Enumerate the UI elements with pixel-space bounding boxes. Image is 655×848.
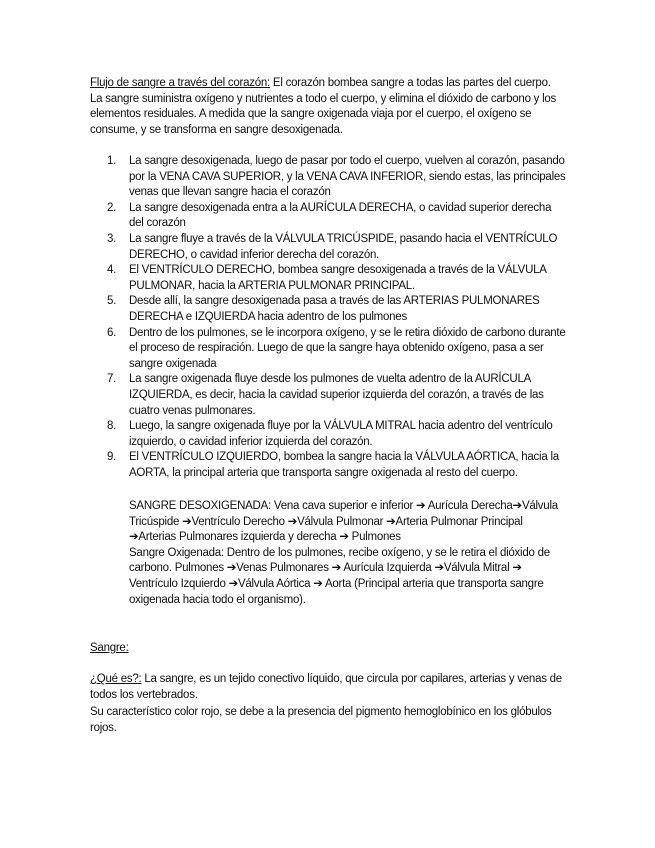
list-item: [90, 419, 566, 450]
list-text: La sangre fluye a través de la VÁLVULA TRICÚSPIDE, pasando hacia el VENTRÍCULO DERECHO, o cavidad inferior derecha del corazón.: [129, 232, 558, 261]
deoxygenated-summary: SANGRE DESOXIGENADA: Vena cava superior e inferior ➔ Aurícula Derecha➔Válvula Tricúspide ➔Ventrículo Derecho ➔Válvula Pulmonar ➔Arteria Pulmonar Principal ➔Arterias Pulmonares izquierda y derecha ➔ Pulmones: [129, 500, 558, 544]
blood-color-text: Su característico color rojo, se debe a la presencia del pigmento hemoglobínico en los glóbulos rojos.: [90, 706, 552, 734]
list-text: La sangre desoxigenada, luego de pasar por todo el cuerpo, vuelven al corazón, pasando por la VENA CAVA SUPERIOR, y la VENA CAVA INFERIOR, siendo estas, las principales venas que llevan sangre hacia el corazón: [129, 155, 566, 199]
list-text: Luego, la sangre oxigenada fluye por la VÁLVULA MITRAL hacia adentro del ventrículo izquierdo, o cavidad inferior izquierda del corazón.: [129, 420, 553, 448]
list-text: Dentro de los pulmones, se le incorpora oxígeno, y se le retira dióxido de carbono durante el proceso de respiración. Luego de que la sangre haya obtenido oxígeno, pasa a ser sangre oxigenada: [129, 326, 566, 370]
list-item: [90, 372, 566, 419]
list-text: El VENTRÍCULO IZQUIERDO, bombea la sangre hacia la VÁLVULA AÓRTICA, hacia la AORTA, la principal arteria que transporta sangre oxigenada al resto del cuerpo.: [129, 451, 559, 479]
list-number: 5.: [107, 295, 117, 308]
list-item: [90, 201, 566, 232]
list-number: 8.: [107, 420, 117, 433]
list-number: 4.: [107, 264, 117, 277]
question-label: ¿Qué es?:: [90, 673, 142, 685]
list-number: 7.: [107, 373, 117, 386]
blood-flow-steps: [90, 154, 566, 481]
list-item: [90, 294, 566, 325]
list-number: 1.: [107, 155, 117, 167]
definition-text: La sangre, es un tejido conectivo líquido, que circula por capilares, arterias y venas de todos los vertebrados.: [90, 673, 562, 701]
list-item: [90, 326, 566, 373]
intro-paragraph: [90, 76, 564, 138]
flow-summary: [129, 499, 565, 608]
list-item: [90, 232, 566, 263]
blood-definition: [90, 672, 564, 703]
intro-text: El corazón bombea sangre a todas las partes del cuerpo. La sangre suministra oxígeno y nutrientes a todo el cuerpo, y elimina el dióxido de carbono y los elementos residuales. A medida que la sangre oxigenada viaja por el cuerpo, el oxígeno se consume, y se transforma en sangre desoxigenada.: [90, 77, 557, 136]
list-text: El VENTRÍCULO DERECHO, bombea sangre desoxigenada a través de la VÁLVULA PULMONAR, hacia la ARTERIA PULMONAR PRINCIPAL.: [129, 264, 547, 292]
list-number: 3.: [107, 232, 117, 245]
oxygenated-summary: Sangre Oxigenada: Dentro de los pulmones, recibe oxígeno, y se le retira el dióxido de carbono. Pulmones ➔Venas Pulmonares ➔ Aurícula Izquierda ➔Válvula Mitral ➔ Ventrículo Izquierdo ➔Válvula Aórtica ➔ Aorta (Principal arteria que transporta sangre oxigenada hacia todo el organismo).: [129, 546, 550, 606]
list-number: 6.: [107, 326, 117, 339]
intro-title: Flujo de sangre a través del corazón:: [90, 77, 270, 89]
list-item: [90, 263, 566, 294]
list-text: Desde allí, la sangre desoxigenada pasa a través de las ARTERIAS PULMONARES DERECHA e IZQUIERDA hacia adentro de los pulmones: [129, 295, 540, 323]
list-number: 2.: [107, 201, 117, 214]
list-number: 9.: [107, 451, 117, 464]
blood-heading: Sangre:: [90, 642, 129, 654]
list-text: La sangre desoxigenada entra a la AURÍCULA DERECHA, o cavidad superior derecha del corazón: [129, 201, 552, 230]
list-item: [90, 154, 566, 201]
list-item: [90, 450, 566, 481]
list-text: La sangre oxigenada fluye desde los pulmones de vuelta adentro de la AURÍCULA IZQUIERDA, es decir, hacia la cavidad superior izquierda del corazón, a través de las cuatro venas pulmonares.: [129, 373, 544, 417]
